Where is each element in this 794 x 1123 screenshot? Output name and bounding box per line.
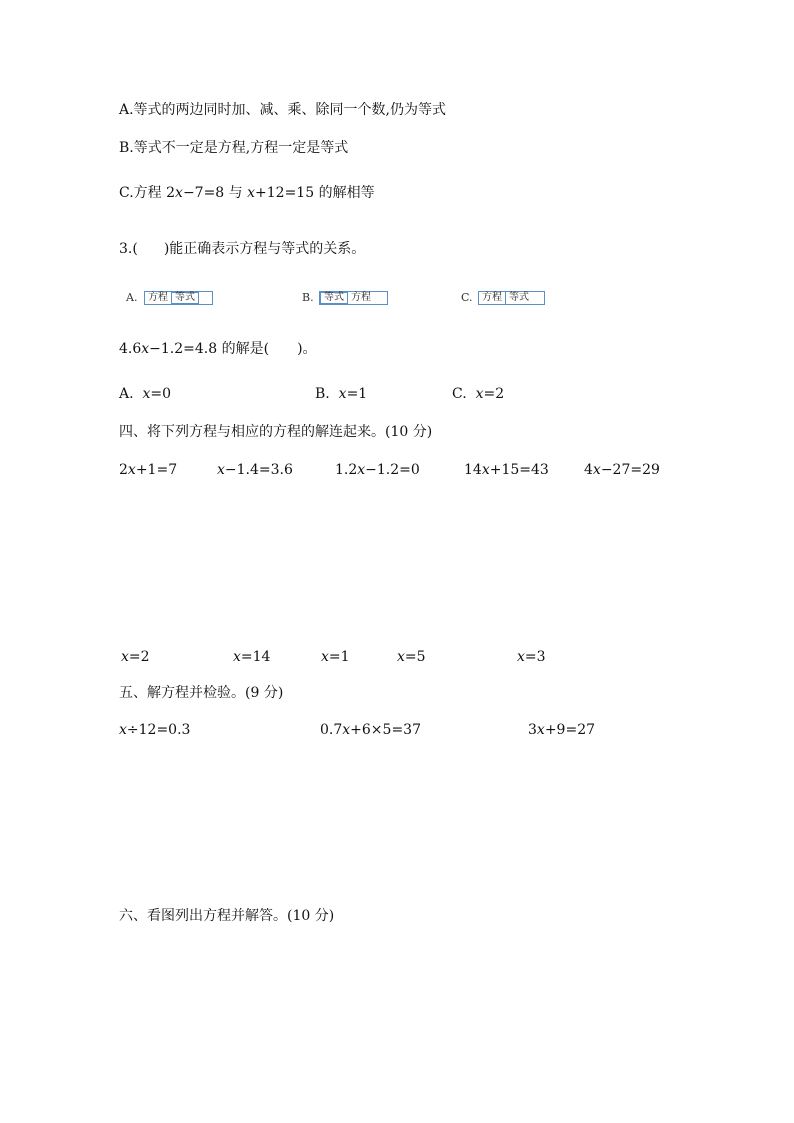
q4-option-b[interactable]: B. x=1 xyxy=(315,386,368,402)
solution-item[interactable]: x=2 xyxy=(121,649,150,665)
q4-option-c[interactable]: C. x=2 xyxy=(452,386,505,402)
equation-item[interactable]: 1.2x−1.2=0 xyxy=(335,462,420,478)
q3-option-b-diagram[interactable]: 等式 方程 xyxy=(319,291,388,305)
equation-item[interactable]: 2x+1=7 xyxy=(119,462,178,478)
q3-option-b-label: B. xyxy=(302,291,314,304)
q3-option-c-label: C. xyxy=(461,291,473,304)
solution-item[interactable]: x=5 xyxy=(397,649,426,665)
equation-item: 3x+9=27 xyxy=(528,722,596,738)
section6-title: 六、看图列出方程并解答。(10 分) xyxy=(119,908,335,924)
q3-option-a-diagram[interactable]: 方程 等式 xyxy=(144,291,213,305)
solution-item[interactable]: x=1 xyxy=(321,649,350,665)
q4-question: 4.6x−1.2=4.8 的解是( )。 xyxy=(119,341,317,357)
q3-option-c-diagram[interactable]: 方程 等式 xyxy=(478,291,545,305)
section5-title: 五、解方程并检验。(9 分) xyxy=(119,685,284,701)
solution-item[interactable]: x=3 xyxy=(517,649,546,665)
q2-option-b: B.等式不一定是方程,方程一定是等式 xyxy=(119,140,349,156)
q2-option-a: A.等式的两边同时加、减、乘、除同一个数,仍为等式 xyxy=(119,102,447,118)
section4-title: 四、将下列方程与相应的方程的解连起来。(10 分) xyxy=(119,424,433,440)
q4-option-a[interactable]: A. x=0 xyxy=(119,386,172,402)
q3-question: 3.( )能正确表示方程与等式的关系。 xyxy=(119,241,366,257)
equation-item[interactable]: 14x+15=43 xyxy=(464,462,549,478)
solution-item[interactable]: x=14 xyxy=(233,649,271,665)
equation-item[interactable]: x−1.4=3.6 xyxy=(217,462,293,478)
q2-option-c: C.方程 2x−7=8 与 x+12=15 的解相等 xyxy=(119,185,375,201)
q3-option-a-label: A. xyxy=(126,291,138,304)
equation-item: x÷12=0.3 xyxy=(119,722,191,738)
equation-item[interactable]: 4x−27=29 xyxy=(584,462,660,478)
equation-item: 0.7x+6×5=37 xyxy=(320,722,421,738)
